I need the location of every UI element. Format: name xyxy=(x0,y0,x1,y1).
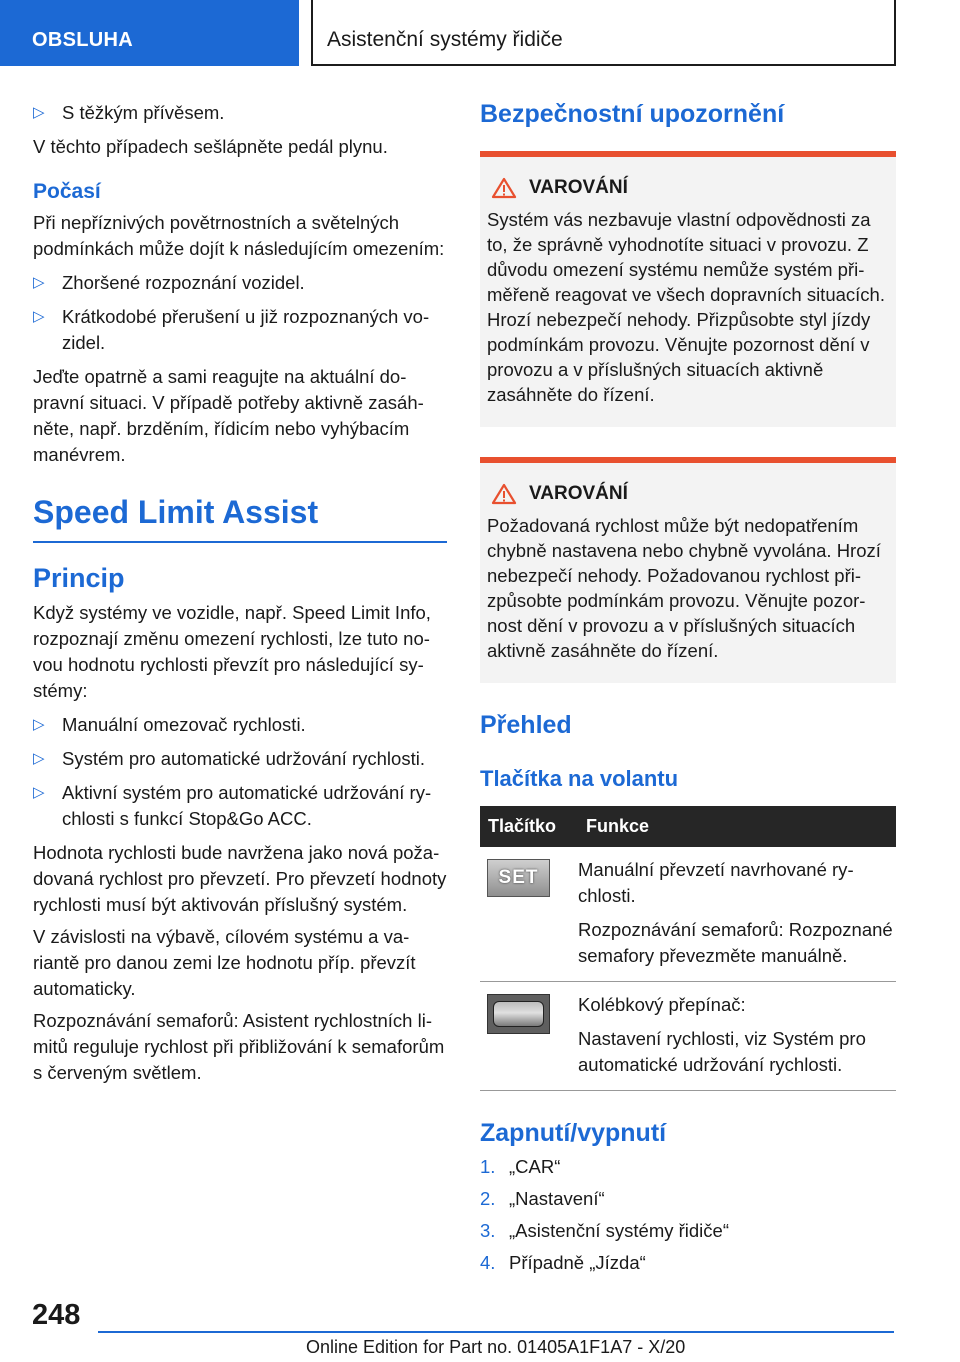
table-cell-text: Rozpoznávání semaforů: Rozpoznané semafory převezměte manuálně. xyxy=(578,919,893,966)
list-item: ▷ Zhoršené rozpoznání vozidel. xyxy=(33,270,447,296)
triangle-bullet-icon: ▷ xyxy=(33,716,45,733)
list-item: ▷ Aktivní systém pro automatické udržování rychlosti s funkcí Stop&Go ACC. xyxy=(33,782,432,829)
warning-box xyxy=(480,151,896,427)
on-off-heading: Zapnutí/vypnutí xyxy=(480,1119,667,1147)
list-item: 3. „Asistenční systémy řidiče“ xyxy=(480,1220,729,1241)
warning-box xyxy=(480,457,896,683)
warning-triangle-icon xyxy=(491,177,517,199)
left-column xyxy=(33,100,447,1086)
paragraph: Hodnota rychlosti bude navržena jako nová požadovaná rychlost pro převzetí. Pro převzetí hodnoty rychlosti musí být aktivován příslušný systém. xyxy=(33,842,447,915)
column-header-function: Funkce xyxy=(578,806,896,847)
table-row xyxy=(480,982,896,1091)
speed-limit-assist-heading: Speed Limit Assist xyxy=(33,494,447,543)
warning-triangle-icon xyxy=(491,483,517,505)
steps-list xyxy=(480,1154,896,1276)
paragraph: Při nepříznivých povětrnostních a světelných podmínkách může dojít k následujícím omezením: xyxy=(33,212,445,259)
triangle-bullet-icon: ▷ xyxy=(33,104,45,121)
principle-heading: Princip xyxy=(33,563,125,593)
steering-wheel-buttons-heading: Tlačítka na volantu xyxy=(480,766,679,791)
page-number: 248 xyxy=(32,1299,81,1331)
warning-title: VAROVÁNÍ xyxy=(487,177,888,199)
paragraph: Jeďte opatrně a sami reagujte na aktuální dopravní situaci. V případě potřeby aktivně zasáhněte, např. brzděním, řídicím nebo vyhýbacím manévrem. xyxy=(33,366,424,465)
triangle-bullet-icon: ▷ xyxy=(33,784,45,801)
triangle-bullet-icon: ▷ xyxy=(33,750,45,767)
buttons-table xyxy=(480,806,896,1091)
paragraph: Když systémy ve vozidle, např. Speed Limit Info, rozpoznají změnu omezení rychlosti, lze tuto novou hodnotu rychlosti převzít pro následující systémy: xyxy=(33,602,431,701)
list-item: ▷ S těžkým přívěsem. xyxy=(33,100,447,126)
right-column xyxy=(480,100,896,1282)
paragraph: Rozpoznávání semaforů: Asistent rychlostních limitů reguluje rychlost při přibližování k semaforům s červeným světlem. xyxy=(33,1010,445,1083)
table-cell-text: Manuální převzetí navrhované rychlosti. xyxy=(578,859,854,906)
warning-title: VAROVÁNÍ xyxy=(487,483,888,505)
paragraph: V závislosti na výbavě, cílovém systému a variantě pro danou zemi lze hodnotu příp. převzít automaticky. xyxy=(33,926,416,999)
list-item: 2. „Nastavení“ xyxy=(480,1188,605,1209)
list-item: 1. „CAR“ xyxy=(480,1156,561,1177)
warning-text: Systém vás nezbavuje vlastní odpovědnosti za to, že správně vyhodnotíte situaci v provozu. Z důvodu omezení systému nemůže systém přiměřeně reagovat ve všech dopravních situacích. Hrozí nebezpečí nehody. Přizpůsobte styl jízdy podmínkám provozu. Věnujte pozornost dění v provozu a v příslušných situacích aktivně zasáhněte do řízení. xyxy=(487,209,885,405)
table-cell-text: Kolébkový přepínač: xyxy=(578,994,746,1015)
triangle-bullet-icon: ▷ xyxy=(33,308,45,325)
safety-heading: Bezpečnostní upozornění xyxy=(480,100,785,128)
section-label: OBSLUHA xyxy=(0,0,299,66)
column-header-button: Tlačítko xyxy=(480,806,578,847)
list-item: 4. Případně „Jízda“ xyxy=(480,1252,646,1273)
list-item: ▷ Manuální omezovač rychlosti. xyxy=(33,712,447,738)
list-item: ▷ Krátkodobé přerušení u již rozpoznaných vozidel. xyxy=(33,306,430,353)
table-row xyxy=(480,847,896,982)
paragraph: V těchto případech sešlápněte pedál plynu. xyxy=(33,136,388,157)
table-cell-text: Nastavení rychlosti, viz Systém pro automatické udržování rychlosti. xyxy=(578,1028,866,1075)
list-item: ▷ Systém pro automatické udržování rychlosti. xyxy=(33,746,447,772)
page-header xyxy=(0,0,960,66)
weather-heading: Počasí xyxy=(33,180,101,203)
triangle-bullet-icon: ▷ xyxy=(33,274,45,291)
warning-text: Požadovaná rychlost může být nedopatřením chybně nastavena nebo chybně vyvolána. Hrozí nebezpečí nehody. Požadovanou rychlost přizpůsobte podmínkám provozu. Věnujte pozornost dění v provozu a v příslušných situacích aktivně zasáhněte do řízení. xyxy=(487,515,881,661)
overview-heading: Přehled xyxy=(480,711,572,739)
footer-divider xyxy=(98,1331,894,1333)
set-button-icon: SET xyxy=(487,859,550,897)
edition-note: Online Edition for Part no. 01405A1F1A7 - X/20 xyxy=(306,1337,686,1357)
table-header-row xyxy=(480,806,896,847)
rocker-switch-icon xyxy=(487,994,550,1034)
chapter-title: Asistenční systémy řidiče xyxy=(311,0,896,66)
